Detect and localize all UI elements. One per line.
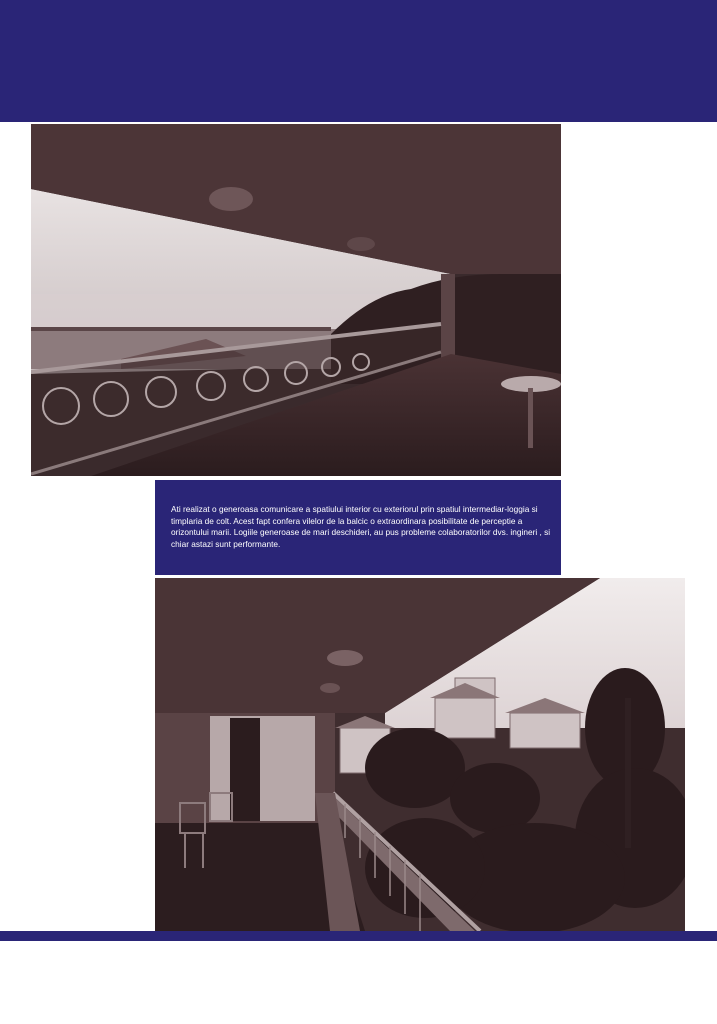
caption-text: Ati realizat o generoasa comunicare a spatiului interior cu exteriorul prin spatiul intermediar-loggia si timplaria de colt. Acest fapt confera vilelor de la balcic o extraordinara posibilitate de perceptie a orizontului marii. Logiile generoase de mari deschideri, au pus probleme colaboratorilor dvs. ingineri , si chiar astazi sunt performante. <box>171 504 551 549</box>
caption-box <box>155 480 561 575</box>
header-band <box>0 0 717 122</box>
loggia-sea-view-photo <box>31 124 561 476</box>
loggia-sea-view-image <box>31 124 561 476</box>
footer-band <box>0 931 717 941</box>
loggia-town-view-photo <box>155 578 685 931</box>
loggia-town-view-image <box>155 578 685 931</box>
